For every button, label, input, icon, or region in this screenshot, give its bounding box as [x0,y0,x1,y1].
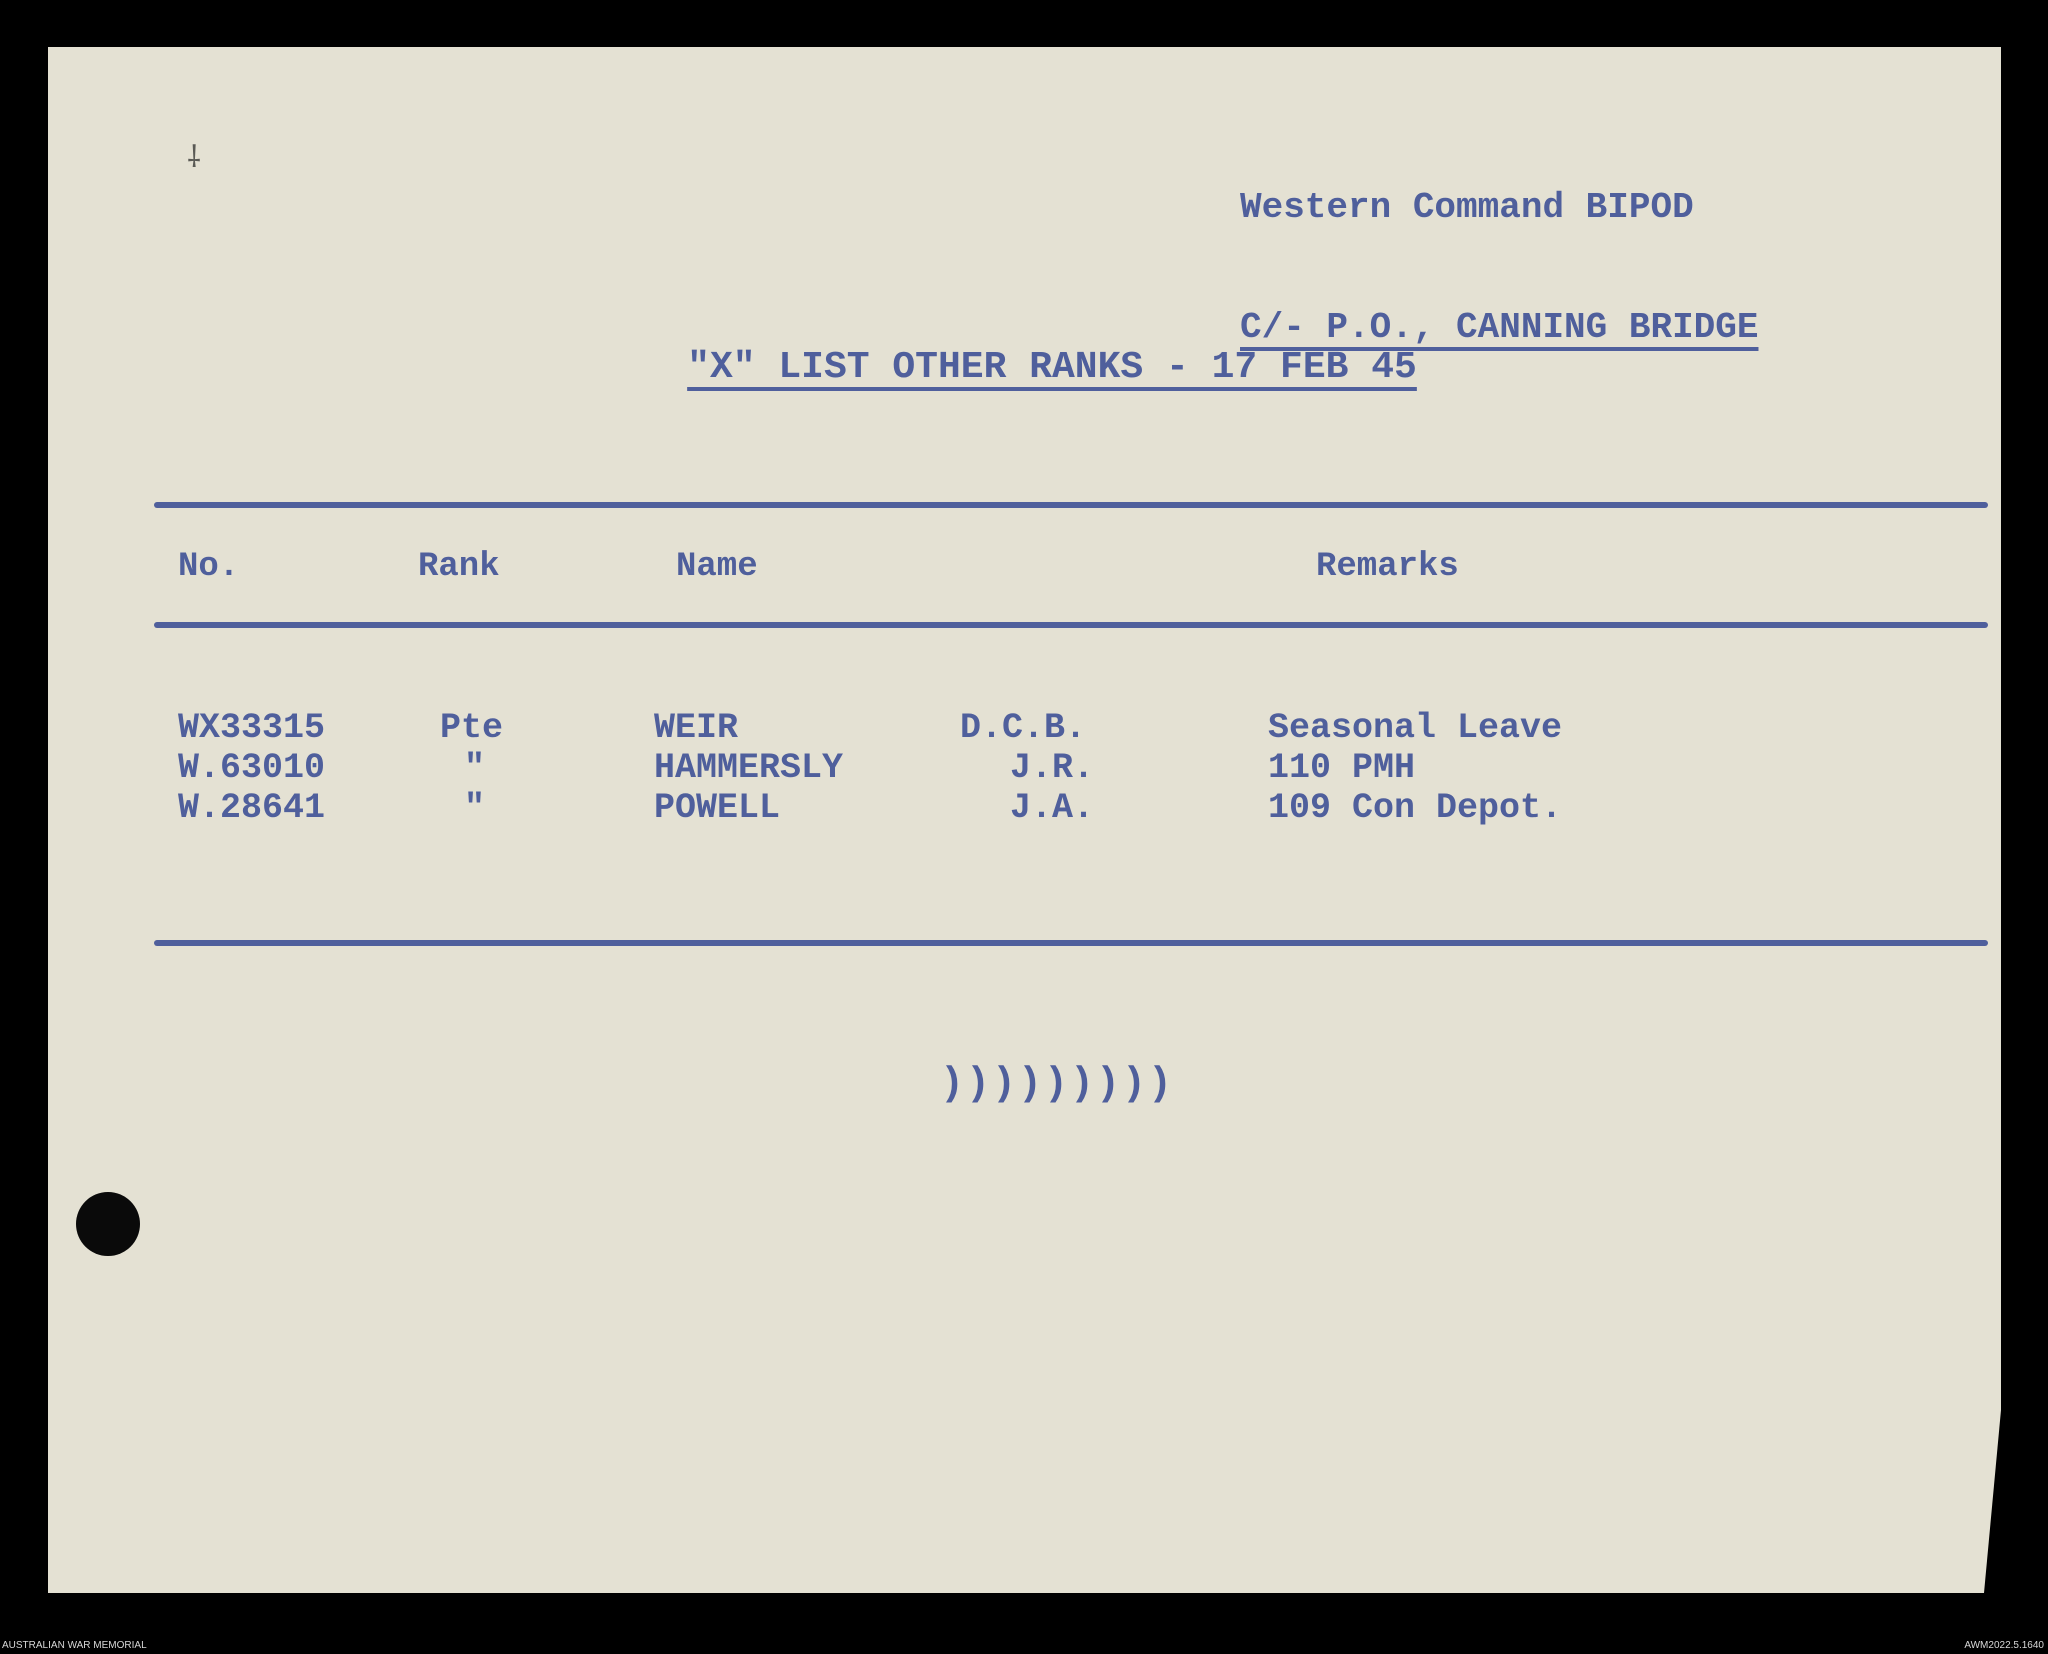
table-row-1-rank: Pte [440,708,504,748]
column-header-name: Name [676,548,758,586]
table-row-3-surname: POWELL [654,788,781,828]
table-row-3-rank: " [464,788,486,828]
title-text: "X" LIST OTHER RANKS - 17 FEB 45 [687,346,1417,389]
table-row-1-initials: D.C.B. [960,708,1087,748]
table-row-3-initials: J.A. [1010,788,1095,828]
table-row-2-remarks: 110 PMH [1268,748,1416,788]
table-row-2-surname: HAMMERSLY [654,748,844,788]
table-row-2-no: W.63010 [178,748,326,788]
table-header-rule [154,622,1988,628]
address-line-2: C/- P.O., CANNING BRIDGE [1240,307,1759,348]
closing-mark: ))))))))) [940,1062,1175,1107]
footer-catalogue-id: AWM2022.5.1640 [1964,1640,2044,1651]
column-header-no: No. [178,548,240,586]
table-row-3-no: W.28641 [178,788,326,828]
column-header-rank: Rank [418,548,500,586]
table-row-2-rank: " [464,748,486,788]
staple-mark: ⸸ [186,143,202,177]
table-row-2-initials: J.R. [1010,748,1095,788]
table-row-3-remarks: 109 Con Depot. [1268,788,1563,828]
footer-archive-name: AUSTRALIAN WAR MEMORIAL [2,1640,147,1651]
table-bottom-rule [154,940,1988,946]
address-line-1: Western Command BIPOD [1240,187,1694,228]
column-header-remarks: Remarks [1316,548,1459,586]
table-row-1-no: WX33315 [178,708,326,748]
punch-hole [76,1192,140,1256]
page-title [0,346,2048,389]
table-top-rule [154,502,1988,508]
table-row-1-remarks: Seasonal Leave [1268,708,1563,748]
table-row-1-surname: WEIR [654,708,739,748]
